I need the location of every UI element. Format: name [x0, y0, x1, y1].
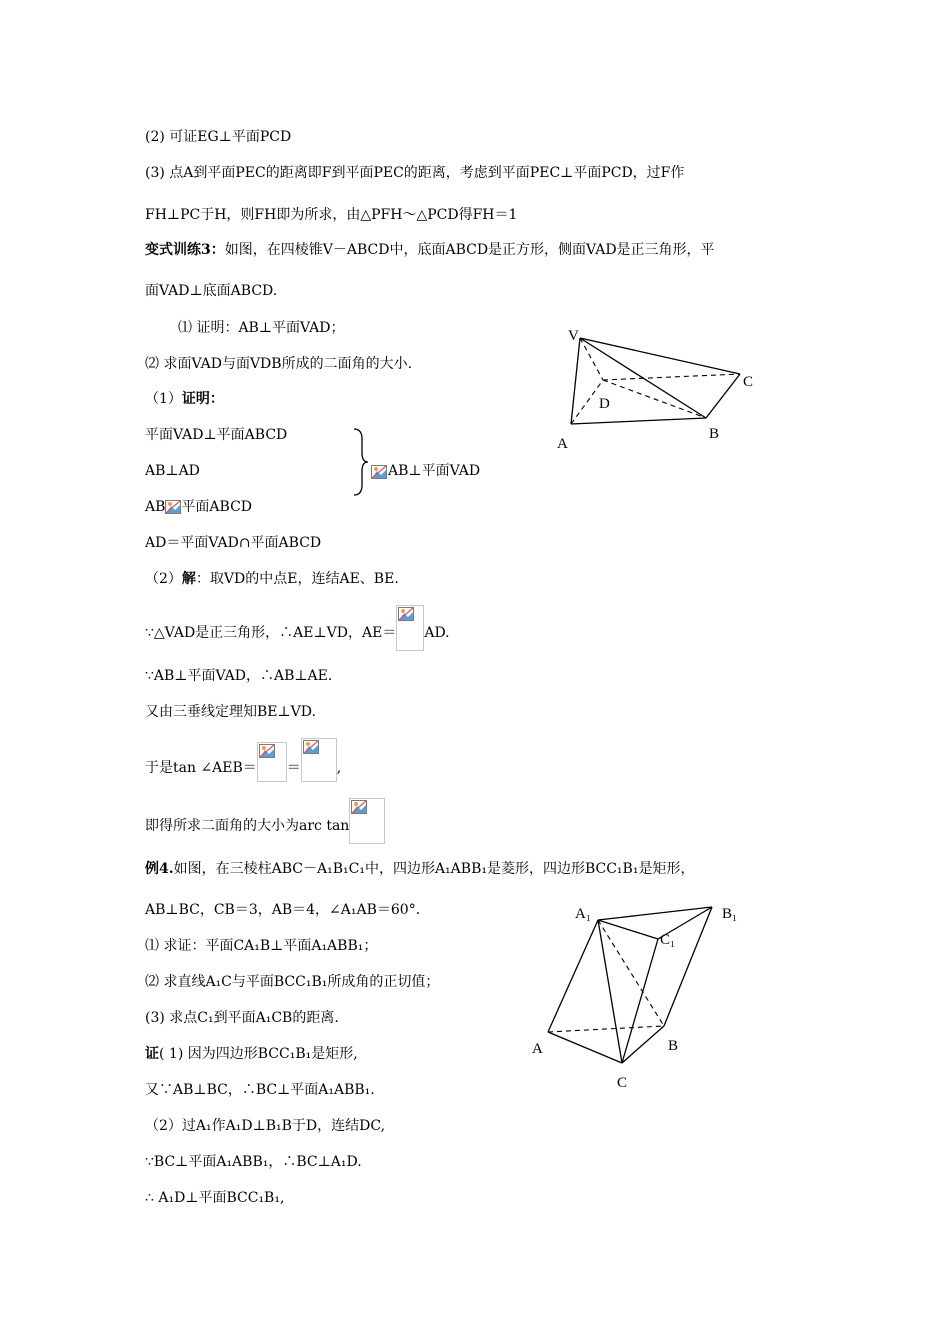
edge-A1C1	[598, 920, 658, 939]
edge-A1A	[548, 920, 598, 1032]
vertex-label-B: B	[668, 1038, 679, 1054]
text-line: ∴ A₁D⊥平面BCC₁B₁,	[145, 1190, 285, 1206]
text-fragment: ：取VD的中点E，连结AE、BE.	[195, 571, 399, 587]
edge-A1B1	[598, 907, 712, 920]
proof-label: 证明：	[181, 391, 224, 407]
edge-BC	[706, 374, 740, 418]
text-fragment: 即得所求二面角的大小为arc tan	[145, 818, 350, 834]
text-line: (3) 求点C₁到平面A₁CB的距离.	[145, 1010, 339, 1026]
text-line: ∵BC⊥平面A₁ABB₁，∴BC⊥A₁D.	[145, 1154, 362, 1170]
edge-VA	[571, 338, 580, 424]
text-line: ⑵ 求直线A₁C与平面BCC₁B₁所成角的正切值；	[145, 974, 440, 990]
vertex-label-D: D	[599, 396, 610, 412]
vertex-label-B: B	[709, 426, 720, 442]
example-4-statement: 如图，在三棱柱ABC－A₁B₁C₁中，四边形A₁ABB₁是菱形，四边形BCC₁B₁是矩形，	[173, 861, 695, 877]
text-line: (2) 可证EG⊥平面PCD	[145, 129, 292, 145]
vertex-label-B1: B₁	[722, 906, 738, 922]
text-line: 又∵AB⊥BC，∴BC⊥平面A₁ABB₁.	[145, 1082, 375, 1098]
conclusion-text: AB⊥平面VAD	[388, 463, 481, 479]
text-line: (3) 点A到平面PEC的距离即F到平面PEC的距离，考虑到平面PEC⊥平面PCD，过F作	[145, 165, 685, 181]
text-fragment: ∵△VAD是正三角形，∴AE⊥VD，AE＝	[145, 625, 397, 641]
text-line: FH⊥PC于H，则FH即为所求，由△PFH～△PCD得FH＝1	[145, 207, 518, 223]
vertex-label-A: A	[532, 1041, 543, 1057]
text-line: 面VAD⊥底面ABCD.	[145, 283, 278, 299]
part-number: （1）	[145, 391, 182, 407]
vertex-label-V: V	[568, 328, 579, 344]
vertex-label-C: C	[743, 374, 754, 390]
text-line: 平面VAD⊥平面ABCD	[145, 427, 288, 443]
edge-A1C	[598, 920, 622, 1063]
edge-DC-hidden	[603, 374, 740, 380]
vertex-label-C: C	[617, 1075, 628, 1091]
text-line: AD＝平面VAD∩平面ABCD	[145, 535, 322, 551]
proof-label: 证	[145, 1046, 159, 1062]
text-fragment: 平面ABCD	[181, 499, 253, 515]
part-number: （2）	[145, 571, 182, 587]
text-fragment: ,	[336, 760, 342, 776]
text-fragment: ( 1) 因为四边形BCC₁B₁是矩形,	[159, 1046, 358, 1062]
solution-label: 解	[181, 571, 196, 587]
text-line: ⑴ 证明：AB⊥平面VAD；	[178, 320, 345, 336]
edge-CB	[622, 1026, 664, 1063]
edge-VC	[580, 338, 740, 374]
text-line: ∵AB⊥平面VAD，∴AB⊥AE.	[145, 668, 333, 684]
text-line: AB⊥AD	[145, 463, 200, 479]
edge-A1B-hidden	[598, 920, 664, 1026]
edge-B1B	[664, 907, 712, 1026]
text-fragment: AB	[145, 499, 166, 515]
text-fragment: 于是tan ∠AEB＝	[145, 760, 257, 776]
text-line: AB⊥BC，CB＝3，AB＝4，∠A₁AB＝60°.	[145, 902, 421, 918]
edge-AC	[548, 1032, 622, 1063]
edge-AB	[571, 418, 706, 424]
vertex-label-A: A	[557, 436, 568, 452]
exercise-3-title: 变式训练3：	[145, 242, 225, 258]
text-line: ⑴ 求证：平面CA₁B⊥平面A₁ABB₁；	[145, 938, 378, 954]
edge-VD-hidden	[580, 338, 603, 380]
exercise-3-statement: 如图，在四棱锥V－ABCD中，底面ABCD是正方形，侧面VAD是正三角形，平	[224, 242, 715, 258]
text-line: （2）过A₁作A₁D⊥B₁B于D，连结DC,	[145, 1118, 386, 1134]
vertex-label-A1: A₁	[575, 906, 592, 922]
vertex-label-C1: C₁	[660, 932, 676, 948]
edge-AB-hidden	[548, 1026, 664, 1032]
edge-C1C	[622, 939, 658, 1063]
text-fragment: ＝	[286, 760, 301, 776]
example-4-title: 例4.	[145, 861, 174, 877]
text-fragment: AD.	[424, 625, 450, 641]
text-line: 又由三垂线定理知BE⊥VD.	[145, 704, 316, 720]
text-line: ⑵ 求面VAD与面VDB所成的二面角的大小.	[145, 356, 413, 372]
